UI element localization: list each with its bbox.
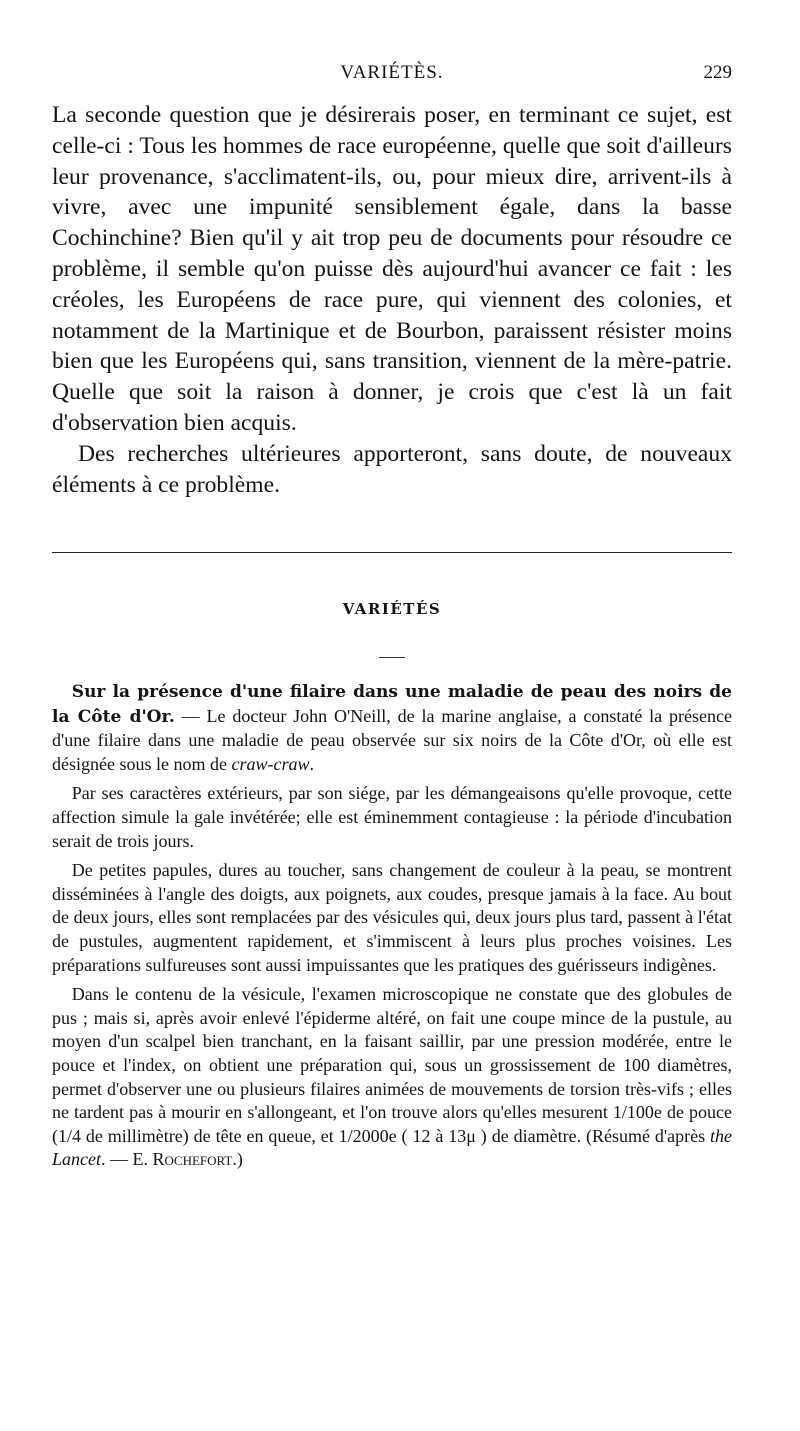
paragraph (52, 983, 732, 1172)
paragraph: Par ses caractères extérieurs, par son siége, par les démangeaisons qu'elle provoque, cette affection simule la gale invétérée; elle est éminemment contagieuse : la période d'incubation serait de trois jours. (52, 783, 732, 851)
paragraph-end: .) (232, 1149, 243, 1170)
source-separator: . — E. (101, 1149, 153, 1170)
section-heading: VARIÉTÉS (342, 600, 442, 618)
title-dash: — (174, 705, 207, 726)
paragraph: La seconde question que je désirerais poser, en terminant ce sujet, est celle-ci : Tous les hommes de race européenne, quelle que soit d'ailleurs leur provenance, s'acclimatent-ils, ou, pour mieux dire, arrivent-ils à vivre, avec une impunité sensiblement égale, dans la basse Cochinchine? Bien qu'il y ait trop peu de documents pour résoudre ce problème, il semble qu'on puisse dès aujourd'hui avancer ce fait : les créoles, les Européens de race pure, qui viennent des colonies, et notamment de la Martinique et de Bourbon, paraissent résister moins bien que les Européens qui, sans transition, viennent de la mère-patrie. Quelle que soit la raison à donner, je crois que c'est là un fait d'observation bien acquis. (52, 102, 732, 436)
page-number: 229 (703, 62, 732, 83)
note-article (52, 680, 732, 1178)
paragraph-end: . (309, 753, 314, 774)
previous-article-ending (52, 100, 732, 500)
running-title: VARIÉTÈS. (340, 62, 444, 83)
running-head (52, 62, 732, 88)
disease-name: craw-craw (231, 753, 310, 774)
section-divider-rule (52, 552, 732, 553)
paragraph-text: Le docteur John O'Neill, de la marine anglaise, a constaté la présence d'une filaire dans une maladie de peau observée sur six noirs de la Côte d'Or, où elle est désignée sous le nom de (52, 705, 732, 774)
source-journal: the Lancet (52, 1125, 732, 1170)
paragraph: Des recherches ultérieures apporteront, sans doute, de nouveaux éléments à ce problème. (52, 440, 732, 498)
short-divider-rule (379, 657, 405, 658)
paragraph: De petites papules, dures au toucher, sans changement de couleur à la peau, se montrent disséminées à l'angle des doigts, aux poignets, aux coudes, presque jamais à la face. Au bout de deux jours, elles sont remplacées par des vésicules qui, deux jours plus tard, passent à l'état de pustules, augmentent rapidement, et s'immiscent à leurs plus proches voisines. Les préparations sulfureuses sont aussi impuissantes que les pratiques des guérisseurs indigènes. (52, 860, 732, 975)
note-first-paragraph (52, 680, 732, 776)
note-title: Sur la présence d'une filaire dans une maladie de peau des noirs de la Côte d'Or. (52, 682, 732, 727)
paragraph-text: Dans le contenu de la vésicule, l'examen microscopique ne constate que des globules de pus ; mais si, après avoir enlevé l'épiderme altéré, on fait une coupe mince de la pustule, au moyen d'un scalpel bien tranchant, en la faisant saillir, par une pression modérée, entre le pouce et l'index, on obtient une préparation qui, sous un grossissement de 100 diamètres, permet d'observer une ou plusieurs filaires animées de mouvements de torsion très-vifs ; elles ne tardent pas à mourir en s'allongeant, et l'on trouve alors qu'elles mesurent 1/100e de pouce (1/4 de millimètre) de tête en queue, et 1/2000e ( 12 à 13μ ) de diamètre. (Résumé d'après (52, 984, 732, 1146)
author-name: Rochefort (152, 1149, 233, 1170)
